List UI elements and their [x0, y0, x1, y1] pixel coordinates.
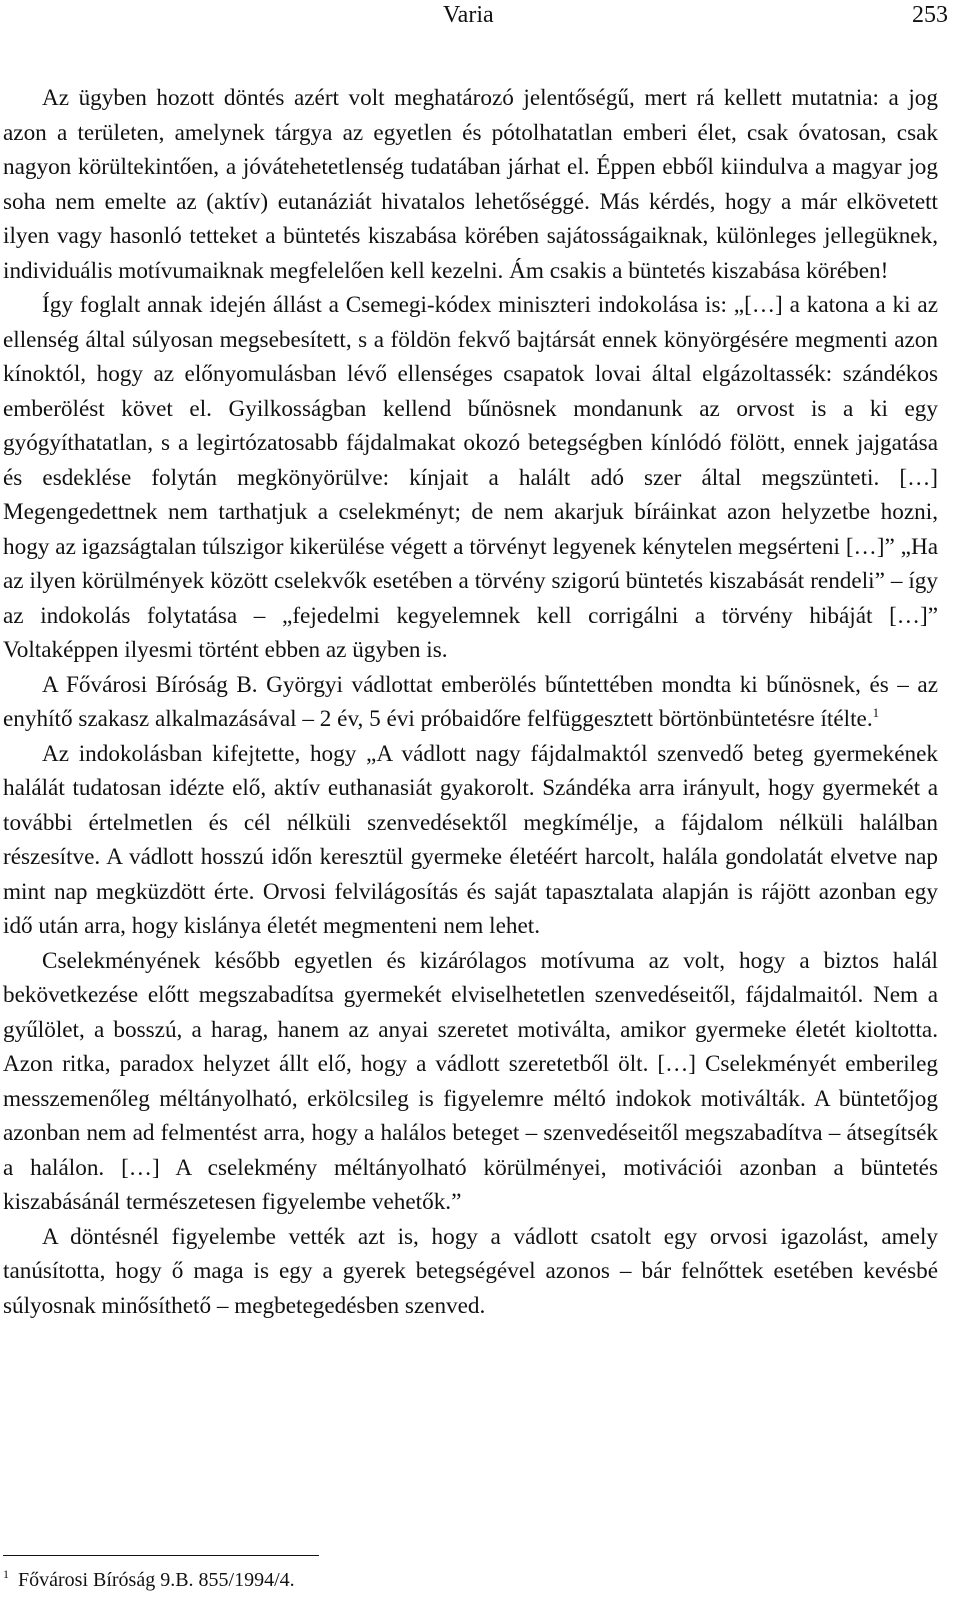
- running-head: [0, 0, 960, 40]
- paragraph-5: Cselekményének később egyetlen és kizárólagos motívuma az volt, hogy a biztos halál bekövetkezése előtt megszabadítsa gyermekét elviselhetetlen szenvedéseitől, fájdalmaitól. Nem a gyűlölet, a bosszú, a harag, hanem az anyai szeretet motiválta, amikor gyermeke életét kioltotta. Azon ritka, paradox helyzet állt elő, hogy a vádlott szeretetből ölt. […] Cselekményét emberileg messzemenőleg méltányolható, erkölcsileg is figyelemre méltó indokok motiválták. A büntetőjog azonban nem ad felmentést arra, hogy a halálos beteget – szenvedéseitől megszabadítva – átsegítsék a halálon. […] A cselekmény méltányolható körülményei, motivációi azonban a büntetés kiszabásánál természetesen figyelembe vehetők.”: [3, 947, 938, 1215]
- paragraph-2: Így foglalt annak idején állást a Csemegi-kódex miniszteri indokolása is: „[…] a katona a ki az ellenség által súlyosan megsebesített, s a földön fekvő bajtársát ennek könyörgésére megmenti azon kínoktól, hogy az előnyomulásban lévő ellenséges csapatok lovai által elgázoltassék: szándékos emberölést követ el. Gyilkosságban kellend bűnösnek mondanunk az orvost is a ki egy gyógyíthatatlan, s a legirtózatosabb fájdalmakat okozó betegségben kínlódó fölött, ennek jajgatása és esdeklése folytán megkönyörülve: kínjait a halált adó szer által megszünteti. […] Megengedettnek nem tarthatjuk a cselekményt; de nem akarjuk bíráinkat azon helyzetbe hozni, hogy az igazságtalan túlszigor kikerülése végett a törvényt legyenek kénytelen megsérteni […]” „Ha az ilyen körülmények között cselekvők esetében a törvény szigorú büntetés kiszabását rendeli” – így az indokolás folytatása – „fejedelmi kegyelemnek kell corrigálni a törvény hibáját […]” Voltaképpen ilyesmi történt ebben az ügyben is.: [3, 292, 938, 663]
- paragraph-1: Az ügyben hozott döntés azért volt meghatározó jelentőségű, mert rá kellett mutatnia: a jog azon a területen, amelynek tárgya az egyetlen és pótolhatatlan emberi élet, csak óvatosan, csak nagyon körültekintően, a jóvátehetetlenség tudatában járhat el. Éppen ebből kiindulva a magyar jog soha nem emelte az (aktív) eutanáziát hivatalos lehetőséggé. Más kérdés, hogy a már elkövetett ilyen vagy hasonló tetteket a büntetés kiszabása körében sajátosságaiknak, különleges jellegüknek, individuális motívumaiknak megfelelően kell kezelni. Ám csakis a büntetés kiszabása körében!: [3, 85, 938, 284]
- paragraph-3: [3, 668, 938, 737]
- footnote-reference[interactable]: 1: [872, 705, 880, 720]
- paragraph-4: Az indokolásban kifejtette, hogy „A vádlott nagy fájdalmaktól szenvedő beteg gyermekének halálát tudatosan idézte elő, aktív euthanasiát gyakorolt. Szándéka arra irányult, hogy gyermekét a további értelmetlen és cél nélküli szenvedésektől megkímélje, a fájdalom nélküli halálban részesítve. A vádlott hosszú időn keresztül gyermeke életéért harcolt, halála gondolatát elvetve nap mint nap megküzdött érte. Orvosi felvilágosítás és saját tapasztalata alapján is rájött azonban egy idő után arra, hogy kislánya életét megmenteni nem lehet.: [3, 740, 938, 939]
- body-text: [3, 81, 938, 1323]
- footnote-divider: [3, 1555, 319, 1556]
- paragraph-3-text: A Fővárosi Bíróság B. Györgyi vádlottat emberölés bűntettében mondta ki bűnösnek, és – az enyhítő szakasz alkalmazásával – 2 év, 5 évi próbaidőre felfüggesztett börtönbüntetésre ítélte.: [3, 671, 938, 732]
- page-number: 253: [912, 2, 948, 28]
- footnote-text: Fővárosi Bíróság 9.B. 855/1994/4.: [18, 1569, 295, 1591]
- paragraph-6: A döntésnél figyelembe vették azt is, hogy a vádlott csatolt egy orvosi igazolást, amely tanúsította, hogy ő maga is egy a gyerek betegségével azonos – bár felnőttek esetében kevésbé súlyosnak minősíthető – megbetegedésben szenved.: [3, 1223, 938, 1319]
- footnote: [3, 1567, 295, 1593]
- footnote-mark: 1: [3, 1567, 9, 1581]
- running-title: Varia: [443, 2, 494, 28]
